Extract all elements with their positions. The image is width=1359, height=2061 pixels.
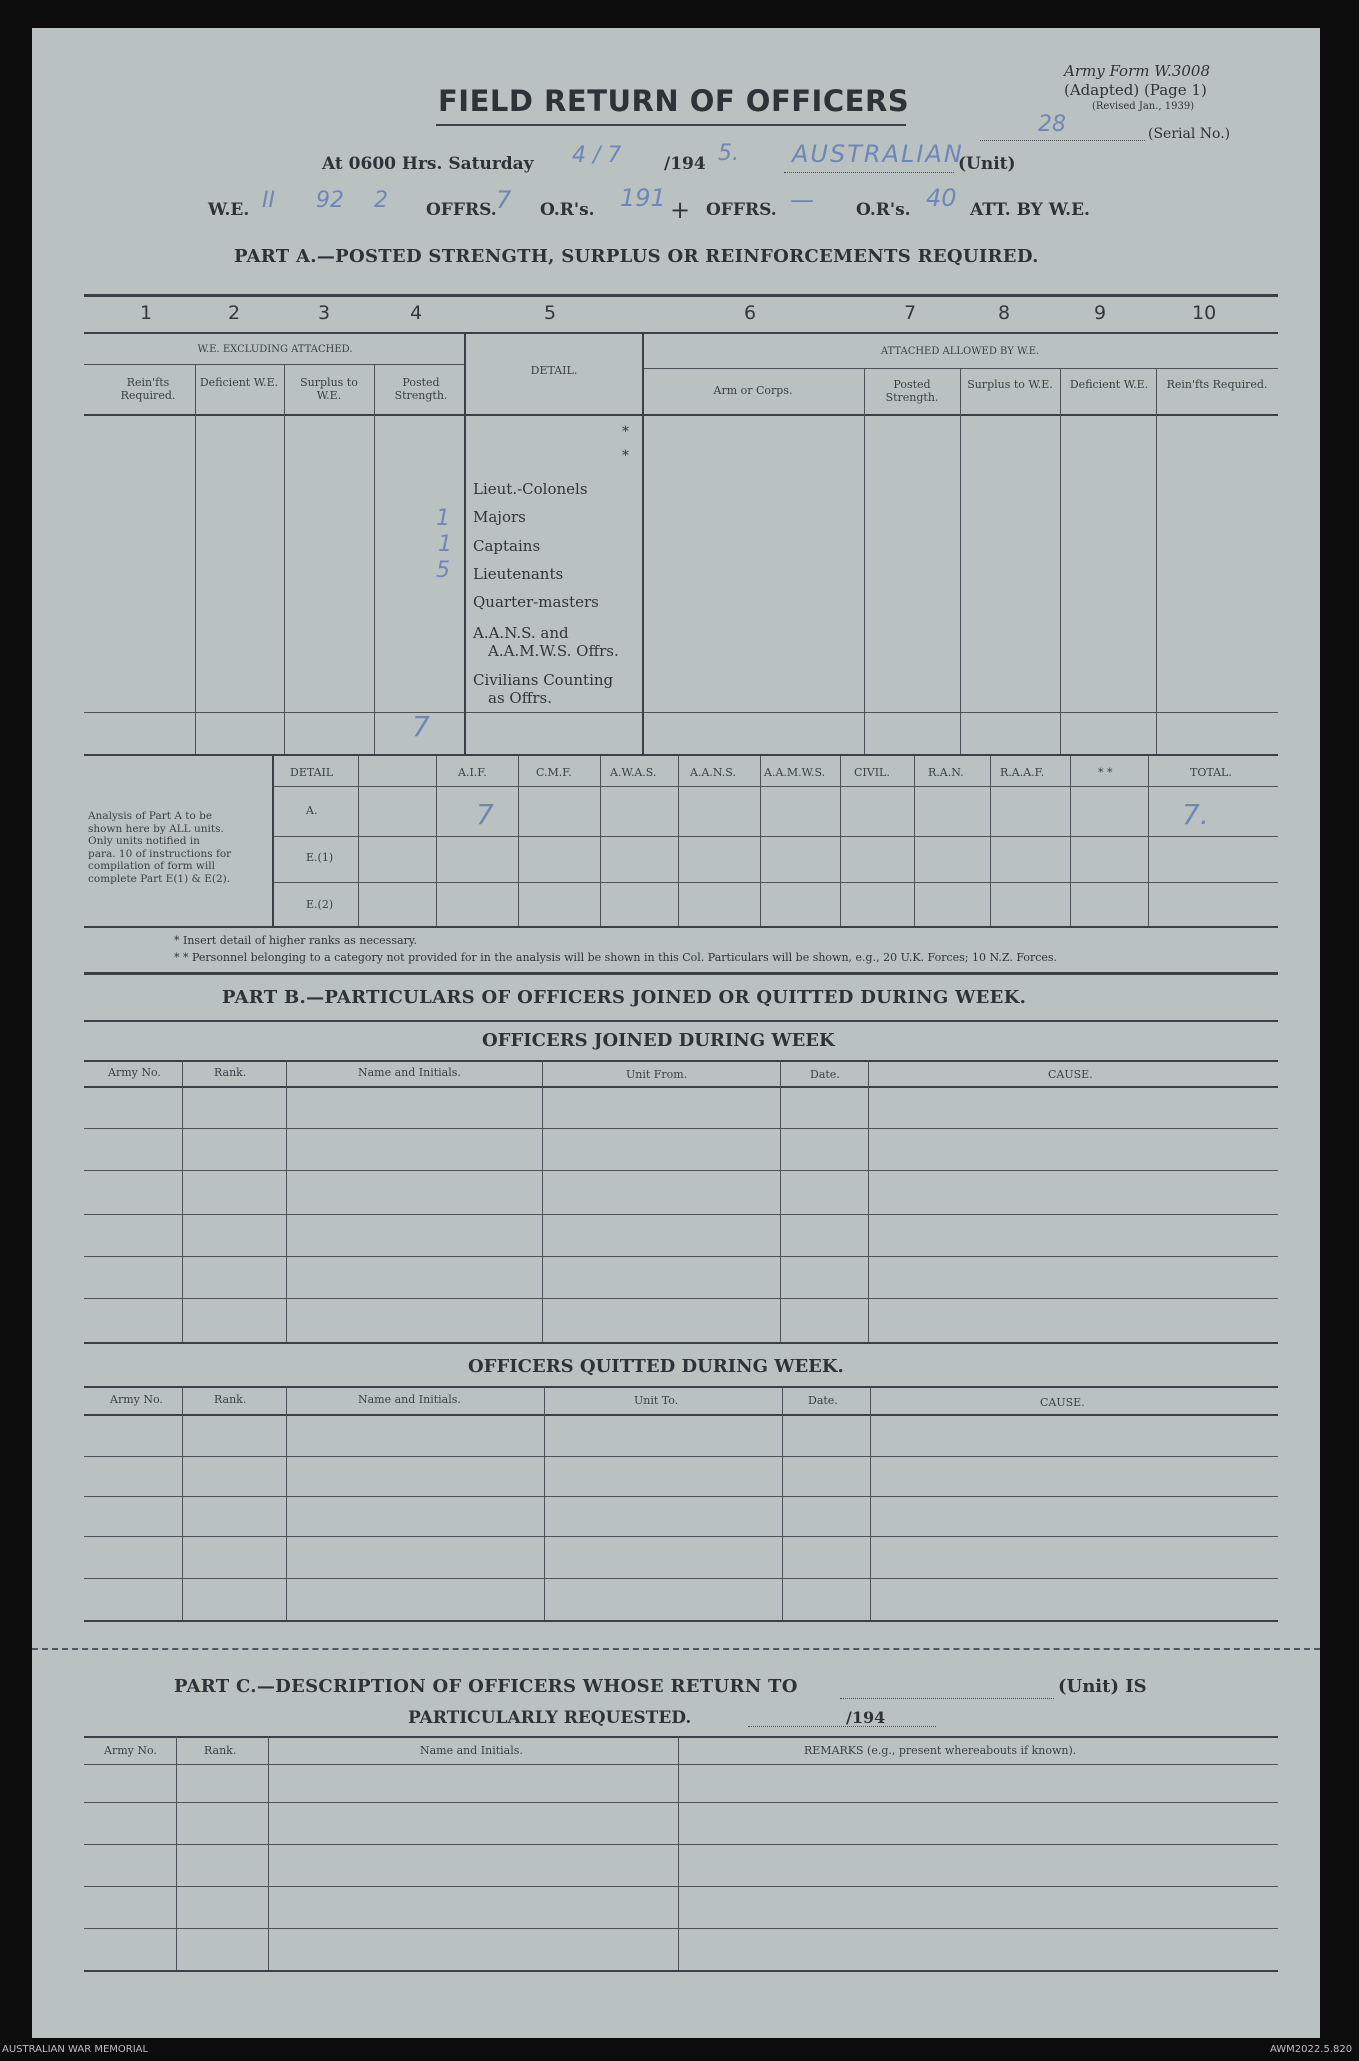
analysis-divider — [1070, 756, 1071, 926]
analysis-row-e1-bottom — [272, 882, 1278, 883]
joined-row-line — [84, 1214, 1278, 1215]
analysis-note-line: Analysis of Part A to be — [88, 810, 213, 822]
unit-hand: AUSTRALIAN — [792, 140, 964, 168]
analysis-divider — [990, 756, 991, 926]
part-a-bottom — [84, 754, 1278, 756]
joined-divider — [286, 1060, 287, 1342]
quitted-bottom — [84, 1620, 1278, 1622]
analysis-hdr-other: * * — [1098, 766, 1113, 779]
joined-row-line — [84, 1128, 1278, 1129]
joined-divider — [542, 1060, 543, 1342]
footer-right: AWM2022.5.820 — [1270, 2044, 1353, 2055]
analysis-hdr-total: TOTAL. — [1190, 766, 1232, 779]
analysis-divider — [436, 756, 437, 926]
footnote-2: * * Personnel belonging to a category not provided for in the analysis will be shown in this Col. Particulars will be shown, e.g., 20 U.K. Forces; 10 N.Z. Forces. — [174, 951, 1058, 964]
pa-col-divider — [1156, 368, 1157, 754]
part-b-title: PART B.—PARTICULARS OF OFFICERS JOINED OR QUITTED DURING WEEK. — [222, 987, 1027, 1008]
col-number: 5 — [544, 302, 557, 324]
footnote-bottom — [84, 972, 1278, 975]
part-a-total-line — [84, 712, 1278, 713]
offrs2-hand: — — [790, 186, 814, 214]
serial-hand: 28 — [1038, 112, 1066, 137]
analysis-detail-header: DETAIL — [290, 766, 334, 779]
ors2-hand: 40 — [926, 184, 957, 212]
analysis-row-a: A. — [306, 804, 318, 817]
form-id: Army Form W.3008 — [1064, 62, 1210, 80]
quitted-hdr-army-no: Army No. — [110, 1393, 163, 1406]
analysis-bottom — [84, 926, 1278, 928]
joined-row-line — [84, 1298, 1278, 1299]
rank-aans: A.A.N.S. and — [473, 624, 569, 642]
hdr-arm-corps: Arm or Corps. — [713, 384, 793, 397]
joined-hdr-cause: CAUSE. — [1048, 1068, 1093, 1081]
col-number: 8 — [998, 302, 1011, 324]
part-c-title-1: PART C.—DESCRIPTION OF OFFICERS WHOSE RETURN TO — [174, 1676, 798, 1697]
analysis-note-line: para. 10 of instructions for — [88, 847, 232, 860]
quitted-divider — [544, 1386, 545, 1620]
at-line: At 0600 Hrs. Saturday — [322, 154, 534, 174]
analysis-hdr-aamws: A.A.M.W.S. — [764, 766, 826, 779]
pc-hdr-name: Name and Initials. — [420, 1744, 523, 1757]
quitted-hdr-cause: CAUSE. — [1040, 1396, 1085, 1409]
part-c-unit-is: (Unit) IS — [1058, 1676, 1147, 1697]
analysis-header-bottom — [272, 786, 1278, 787]
analysis-divider — [840, 756, 841, 926]
analysis-hdr-cmf: C.M.F. — [536, 766, 572, 779]
date-hand: 4 / 7 — [572, 143, 622, 168]
col-number: 10 — [1192, 302, 1217, 324]
pc-row-line — [84, 1886, 1278, 1887]
rank-civilians-2: as Offrs. — [488, 689, 552, 707]
quitted-hdr-rank: Rank. — [214, 1393, 247, 1406]
analysis-divider — [678, 756, 679, 926]
attached-allowed-header: ATTACHED ALLOWED BY W.E. — [880, 346, 1040, 357]
quitted-hdr-bottom — [84, 1414, 1278, 1416]
offrs-label: OFFRS. — [426, 200, 497, 220]
form-title: FIELD RETURN OF OFFICERS — [438, 84, 910, 118]
quitted-hdr-name: Name and Initials. — [358, 1393, 461, 1406]
rank-captains: Captains — [473, 537, 541, 555]
we-hand-3: 2 — [374, 188, 388, 213]
analysis-divider — [358, 756, 359, 926]
analysis-hdr-ran: R.A.N. — [928, 766, 964, 779]
pc-row-line — [84, 1928, 1278, 1929]
analysis-hdr-raaf: R.A.A.F. — [1000, 766, 1045, 779]
we-hand-2: 92 — [316, 188, 344, 213]
col-number: 6 — [744, 302, 757, 324]
joined-row-line — [84, 1170, 1278, 1171]
pa-col-divider — [464, 332, 466, 754]
quitted-divider — [182, 1386, 183, 1620]
analysis-note-line: Only units notified in — [88, 835, 200, 847]
pc-hdr-army-no: Army No. — [104, 1744, 157, 1757]
rank-aamws: A.A.M.W.S. Offrs. — [488, 642, 619, 660]
pa-col-divider — [960, 368, 961, 754]
analysis-note-line: complete Part E(1) & E(2). — [88, 872, 231, 885]
hand-captains: 1 — [436, 506, 450, 531]
hand-lieutenants: 1 — [438, 532, 452, 557]
joined-divider — [182, 1060, 183, 1342]
hdr-deficient-right: Deficient W.E. — [1069, 378, 1149, 391]
part-c-unit-line — [840, 1698, 1054, 1699]
col-number: 3 — [318, 302, 331, 324]
analysis-divider — [1148, 756, 1149, 926]
quitted-hdr-date: Date. — [808, 1394, 838, 1407]
col-number: 9 — [1094, 302, 1107, 324]
quitted-title: OFFICERS QUITTED DURING WEEK. — [468, 1356, 844, 1377]
pc-hdr-bottom — [84, 1764, 1278, 1765]
rank-lieutenants: Lieutenants — [473, 565, 564, 583]
part-a-title: PART A.—POSTED STRENGTH, SURPLUS OR REINFORCEMENTS REQUIRED. — [234, 246, 1039, 267]
form-revised: (Revised Jan., 1939) — [1092, 101, 1195, 112]
joined-bottom — [84, 1342, 1278, 1344]
col-number: 4 — [410, 302, 423, 324]
pa-col-divider — [284, 364, 285, 754]
rank-quartermasters: Quarter-masters — [473, 593, 599, 611]
pa-col-divider — [1060, 368, 1061, 754]
joined-title: OFFICERS JOINED DURING WEEK — [482, 1030, 835, 1051]
rank-lieut-colonels: Lieut.-Colonels — [473, 480, 588, 498]
quitted-title-bottom — [84, 1386, 1278, 1388]
part-b-title-bottom — [84, 1020, 1278, 1022]
joined-title-bottom — [84, 1060, 1278, 1062]
joined-hdr-name: Name and Initials. — [358, 1066, 461, 1079]
rank-majors: Majors — [473, 508, 526, 526]
hand-quartermasters: 5 — [436, 558, 450, 583]
offrs-hand: 7 — [496, 186, 512, 214]
col-number: 7 — [904, 302, 917, 324]
analysis-divider — [914, 756, 915, 926]
joined-row-line — [84, 1256, 1278, 1257]
joined-hdr-army-no: Army No. — [108, 1066, 161, 1079]
plus-sign: + — [670, 196, 691, 224]
analysis-row-e1: E.(1) — [306, 851, 334, 864]
unit-label: (Unit) — [958, 154, 1016, 174]
year-hand: 5. — [718, 141, 739, 166]
joined-hdr-date: Date. — [810, 1068, 840, 1081]
quitted-divider — [782, 1386, 783, 1620]
att-label: ATT. BY W.E. — [970, 200, 1090, 220]
hdr-posted: Posted Strength. — [394, 376, 448, 402]
year-label: /194 — [664, 154, 706, 174]
pc-bottom — [84, 1970, 1278, 1972]
unit-line — [784, 172, 954, 173]
hdr-deficient: Deficient W.E. — [199, 376, 279, 389]
pc-row-line — [84, 1844, 1278, 1845]
joined-hdr-unit-from: Unit From. — [626, 1068, 688, 1081]
hand-posted-total: 7 — [412, 710, 430, 743]
analysis-note-line: compilation of form will — [88, 860, 215, 872]
analysis-row-e2: E.(2) — [306, 898, 334, 911]
we-sub-line — [84, 364, 464, 365]
serial-label: (Serial No.) — [1148, 126, 1231, 142]
col-number: 2 — [228, 302, 241, 324]
pa-col-divider — [642, 332, 644, 754]
part-a-num-line — [84, 332, 1278, 334]
offrs2-label: OFFRS. — [706, 200, 777, 220]
analysis-divider — [272, 756, 274, 926]
we-excluding-header: W.E. EXCLUDING ATTACHED. — [197, 344, 353, 355]
footnote-1: * Insert detail of higher ranks as necessary. — [174, 934, 418, 947]
hdr-reinfts-right: Rein'fts Required. — [1166, 378, 1268, 391]
detail-header: DETAIL. — [530, 364, 578, 377]
analysis-row-a-bottom — [272, 836, 1278, 837]
part-c-top — [84, 1736, 1278, 1738]
hdr-posted-right: Posted Strength. — [885, 378, 939, 404]
hdr-surplus-right: Surplus to W.E. — [967, 378, 1053, 391]
quitted-divider — [870, 1386, 871, 1620]
joined-hdr-rank: Rank. — [214, 1066, 247, 1079]
col-number: 1 — [140, 302, 153, 324]
analysis-divider — [760, 756, 761, 926]
rank-civilians: Civilians Counting — [473, 671, 614, 689]
pc-hdr-remarks: REMARKS (e.g., present whereabouts if known). — [804, 1744, 1077, 1757]
quitted-row-line — [84, 1536, 1278, 1537]
part-c-date-line — [748, 1726, 936, 1727]
title-underline — [436, 124, 906, 126]
ors2-label: O.R's. — [856, 200, 911, 220]
hdr-surplus: Surplus to W.E. — [300, 376, 358, 402]
pa-col-divider — [195, 364, 196, 754]
we-hand-1: II — [262, 188, 275, 213]
quitted-hdr-unit-to: Unit To. — [634, 1394, 679, 1407]
hdr-reinfts: Rein'fts Required. — [120, 376, 176, 402]
footer-left: AUSTRALIAN WAR MEMORIAL — [2, 2044, 149, 2055]
analysis-hdr-awas: A.W.A.S. — [610, 766, 657, 779]
pc-hdr-rank: Rank. — [204, 1744, 237, 1757]
quitted-divider — [286, 1386, 287, 1620]
analysis-note-line: shown here by ALL units. — [88, 822, 224, 835]
pc-divider — [176, 1736, 177, 1970]
joined-divider — [868, 1060, 869, 1342]
quitted-row-line — [84, 1578, 1278, 1579]
star-2: * — [622, 448, 629, 464]
part-a-hdr-bottom — [84, 414, 1278, 416]
analysis-note — [88, 810, 268, 885]
star-1: * — [622, 424, 629, 440]
pc-divider — [268, 1736, 269, 1970]
serial-line — [980, 140, 1145, 141]
analysis-hdr-civil: CIVIL. — [854, 766, 890, 779]
analysis-hdr-aif: A.I.F. — [458, 766, 487, 779]
hand-total-a: 7. — [1182, 798, 1209, 831]
ors-label: O.R's. — [540, 200, 595, 220]
quitted-row-line — [84, 1456, 1278, 1457]
joined-divider — [780, 1060, 781, 1342]
analysis-divider — [518, 756, 519, 926]
analysis-divider — [600, 756, 601, 926]
ors-hand: 191 — [620, 184, 666, 212]
hand-aif-a: 7 — [476, 798, 494, 831]
form-adapted: (Adapted) (Page 1) — [1064, 81, 1207, 99]
analysis-hdr-aans: A.A.N.S. — [690, 766, 736, 779]
pc-divider — [678, 1736, 679, 1970]
part-c-year: /194 — [846, 1708, 886, 1727]
part-a-top — [84, 294, 1278, 297]
pa-col-divider — [374, 364, 375, 754]
pc-row-line — [84, 1802, 1278, 1803]
quitted-row-line — [84, 1496, 1278, 1497]
perforation-line — [32, 1648, 1320, 1650]
part-c-title-2: PARTICULARLY REQUESTED. — [408, 1708, 692, 1728]
we-label: W.E. — [208, 200, 250, 220]
joined-hdr-bottom — [84, 1086, 1278, 1088]
pa-col-divider — [864, 368, 865, 754]
